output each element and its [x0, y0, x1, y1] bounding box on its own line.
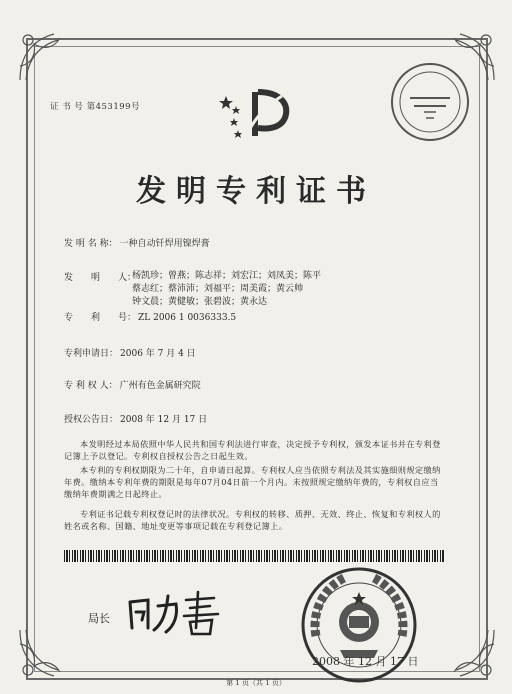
page-number: 第 1 页（共 1 页） — [226, 679, 286, 687]
inventor-line: 杨凯珍；曾燕；陈志祥；刘宏江；刘凤美；陈平 — [132, 271, 322, 281]
body-paragraph-1: 本发明经过本局依照中华人民共和国专利法进行审查，决定授予专利权，颁发本证书并在专利登记簿上予以登记。专利权自授权公告之日起生效。 — [64, 439, 441, 461]
filing-date-label: 专利申请日： — [64, 349, 119, 359]
corner-ornament-bottom-right — [440, 624, 500, 684]
inventor-list — [132, 270, 321, 309]
patentee-row — [64, 378, 201, 391]
patent-office-emblem — [212, 86, 296, 142]
patent-number-label: 专 利 号： — [64, 313, 137, 323]
corner-ornament-top-left — [14, 26, 74, 86]
director-signature — [124, 588, 224, 638]
body-paragraph-3: 专利证书记载专利权登记时的法律状况。专利权的转移、质押、无效、终止、恢复和专利权人的姓名或名称、国籍、地址变更等事项记载在专利登记簿上。 — [64, 509, 441, 531]
invention-name-row — [64, 236, 210, 249]
announcement-date-row — [64, 412, 207, 425]
invention-name-value: 一种自动钎焊用镍焊膏 — [119, 239, 210, 249]
filing-date-value: 2006 年 7 月 4 日 — [120, 349, 196, 359]
official-seal-stamp — [388, 60, 472, 144]
patentee-label: 专 利 权 人： — [64, 381, 118, 391]
corner-ornament-bottom-left — [14, 624, 74, 684]
certificate-title: 发明专利证书 — [136, 174, 376, 209]
inventor-line: 蔡志红；蔡沛沛；刘福平；周美霞；黄云帅 — [132, 284, 304, 294]
patent-number-value: ZL 2006 1 0036333.5 — [138, 313, 237, 323]
body-paragraph-2: 本专利的专利权期限为二十年，自申请日起算。专利权人应当依照专利法及其实施细则规定缴纳年费。缴纳本专利年费的期限是每年07月04日前一个月内。未按照规定缴纳年费的，专利权自应当缴纳年费期满之日起终止。 — [64, 465, 441, 499]
barcode — [64, 550, 444, 562]
announcement-date-label: 授权公告日： — [64, 415, 119, 425]
seal-date: 2008 年 12 月 17 日 — [312, 655, 419, 668]
certificate-number: 证 书 号 第453199号 — [50, 102, 141, 112]
inventor-label: 发 明 人： — [64, 273, 137, 283]
patentee-value: 广州有色金属研究院 — [119, 381, 201, 391]
filing-date-row — [64, 346, 196, 359]
invention-name-label: 发 明 名 称： — [64, 239, 118, 249]
director-label: 局长 — [88, 612, 110, 625]
inventor-line: 钟文晨；黄健敏；张碧波；黄永达 — [132, 297, 268, 307]
announcement-date-value: 2008 年 12 月 17 日 — [120, 415, 208, 425]
patent-number-row — [64, 310, 236, 323]
